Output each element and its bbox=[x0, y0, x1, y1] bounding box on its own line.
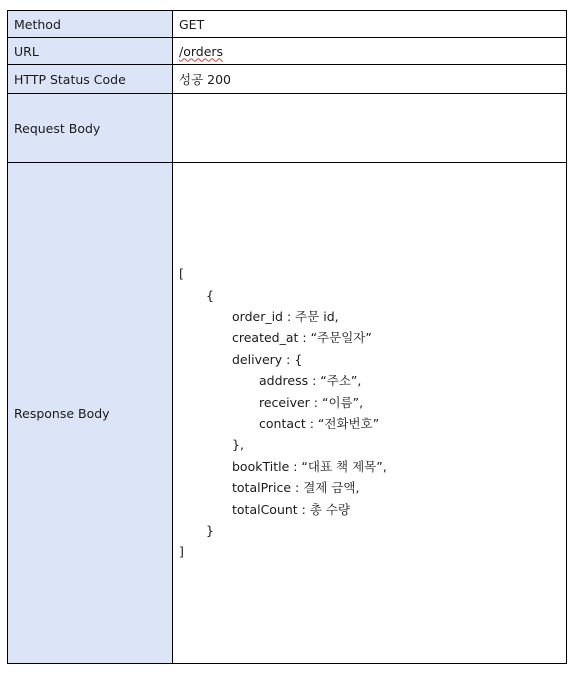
code-line: contact : “전화번호” bbox=[259, 416, 380, 431]
response-body-label: Response Body bbox=[8, 163, 173, 664]
code-line: address : “주소”, bbox=[259, 373, 362, 389]
code-line: { bbox=[206, 287, 214, 303]
url-label: URL bbox=[8, 38, 173, 65]
code-line: totalCount : 총 수량 bbox=[232, 501, 351, 517]
code-line: delivery : { bbox=[232, 351, 303, 367]
api-spec-table bbox=[7, 10, 567, 664]
code-line: bookTitle : “대표 책 제목”, bbox=[232, 458, 387, 474]
code-line: } bbox=[206, 523, 214, 539]
status-code-label: HTTP Status Code bbox=[8, 65, 173, 94]
table-row-method bbox=[8, 11, 567, 38]
table-row-status bbox=[8, 65, 567, 94]
response-body-code bbox=[179, 263, 566, 563]
code-line: receiver : “이름”, bbox=[259, 394, 364, 410]
code-line: [ bbox=[179, 266, 184, 282]
request-body-label: Request Body bbox=[8, 94, 173, 163]
code-line: ] bbox=[179, 544, 184, 560]
request-body-value bbox=[173, 94, 567, 163]
url-value: /orders bbox=[179, 43, 224, 59]
table-row-request-body bbox=[8, 94, 567, 163]
code-line: order_id : 주문 id, bbox=[232, 308, 339, 324]
table-row-url bbox=[8, 38, 567, 65]
code-line: totalPrice : 결제 금액, bbox=[232, 480, 360, 496]
method-value: GET bbox=[173, 11, 567, 38]
table-row-response-body bbox=[8, 163, 567, 664]
response-body-value bbox=[173, 163, 567, 664]
code-line: }, bbox=[232, 437, 244, 453]
method-label: Method bbox=[8, 11, 173, 38]
code-line: created_at : “주문일자” bbox=[232, 330, 372, 346]
status-code-value: 성공 200 bbox=[173, 65, 567, 94]
